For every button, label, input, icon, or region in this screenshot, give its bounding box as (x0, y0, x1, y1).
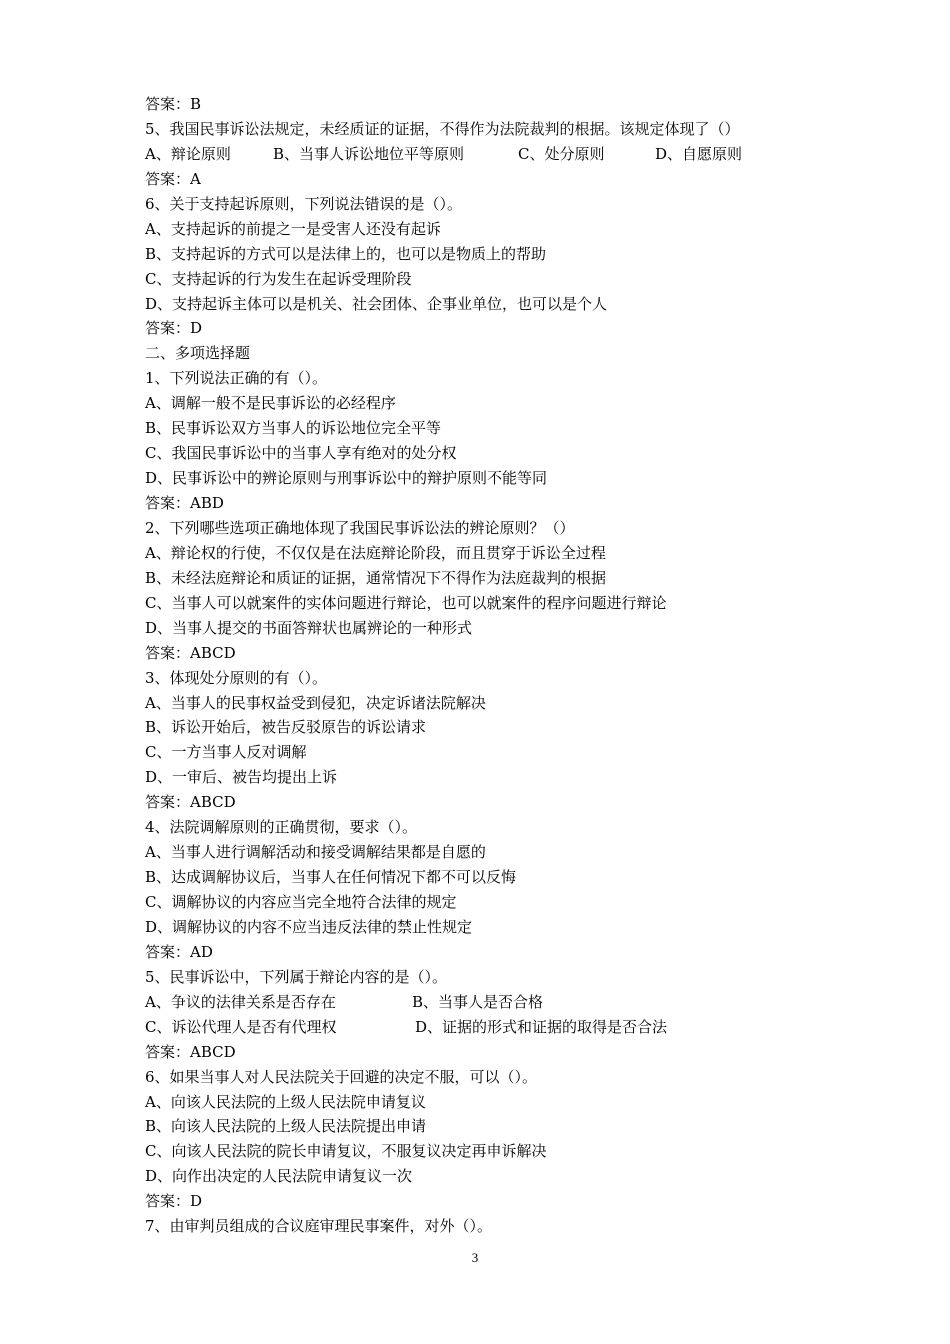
option-line: D、支持起诉主体可以是机关、社会团体、企事业单位，也可以是个人 (145, 294, 608, 313)
answer-line: 答案：ABCD (145, 643, 236, 662)
question-line: 2、下列哪些选项正确地体现了我国民事诉讼法的辨论原则？（） (145, 518, 575, 537)
answer-line: 答案：D (145, 319, 203, 338)
option-line: B、支持起诉的方式可以是法律上的，也可以是物质上的帮助 (145, 244, 547, 263)
option-b: B、当事人诉讼地位平等原则 (273, 144, 465, 163)
answer-line: 答案：ABCD (145, 793, 236, 812)
option-c: C、诉讼代理人是否有代理权 (145, 1017, 337, 1036)
option-line: C、一方当事人反对调解 (145, 743, 307, 762)
option-c: C、处分原则 (518, 144, 605, 163)
question-line: 6、如果当事人对人民法院关于回避的决定不服，可以（）。 (145, 1067, 538, 1086)
option-a: A、争议的法律关系是否存在 (145, 992, 336, 1011)
option-line: A、调解一般不是民事诉讼的必经程序 (145, 394, 396, 413)
question-line: 5、我国民事诉讼法规定，未经质证的证据，不得作为法院裁判的根据。该规定体现了（） (145, 119, 740, 138)
page-number: 3 (471, 1250, 479, 1265)
question-line: 3、体现处分原则的有（）。 (145, 668, 328, 687)
option-line: C、支持起诉的行为发生在起诉受理阶段 (145, 269, 412, 288)
option-line: C、我国民事诉讼中的当事人享有绝对的处分权 (145, 444, 457, 463)
option-line: B、向该人民法院的上级人民法院提出申请 (145, 1117, 427, 1136)
option-line: D、当事人提交的书面答辩状也属辨论的一种形式 (145, 618, 473, 637)
section-heading: 二、多项选择题 (145, 344, 251, 363)
option-line: B、未经法庭辩论和质证的证据，通常情况下不得作为法庭裁判的根据 (145, 568, 607, 587)
option-line: D、调解协议的内容不应当违反法律的禁止性规定 (145, 917, 473, 936)
options-row (145, 142, 825, 167)
options-row (145, 990, 825, 1015)
option-line: C、向该人民法院的院长申请复议，不服复议决定再申诉解决 (145, 1142, 547, 1161)
option-line: A、辩论权的行使，不仅仅是在法庭辩论阶段，而且贯穿于诉讼全过程 (145, 543, 606, 562)
question-line: 5、民事诉讼中，下列属于辩论内容的是（）。 (145, 967, 448, 986)
question-line: 1、下列说法正确的有（）。 (145, 369, 328, 388)
option-line: B、民事诉讼双方当事人的诉讼地位完全平等 (145, 419, 442, 438)
option-line: A、向该人民法院的上级人民法院申请复议 (145, 1092, 426, 1111)
option-line: B、诉讼开始后，被告反驳原告的诉讼请求 (145, 718, 427, 737)
option-line: D、民事诉讼中的辨论原则与刑事诉讼中的辩护原则不能等同 (145, 469, 548, 488)
answer-line: 答案：B (145, 95, 202, 113)
option-line: A、支持起诉的前提之一是受害人还没有起诉 (145, 219, 441, 238)
answer-line: 答案：ABCD (145, 1042, 236, 1061)
answer-line: 答案：D (145, 1192, 203, 1211)
option-line: B、达成调解协议后，当事人在任何情况下都不可以反悔 (145, 868, 517, 887)
question-line: 7、由审判员组成的合议庭审理民事案件，对外（）。 (145, 1217, 493, 1236)
option-line: D、向作出决定的人民法院申请复议一次 (145, 1167, 413, 1186)
option-d: D、自愿原则 (655, 144, 743, 163)
option-line: A、当事人的民事权益受到侵犯，决定诉诸法院解决 (145, 693, 486, 712)
option-line: C、调解协议的内容应当完全地符合法律的规定 (145, 893, 457, 911)
option-b: B、当事人是否合格 (412, 992, 544, 1011)
option-line: D、一审后、被告均提出上诉 (145, 768, 338, 787)
options-row (145, 1015, 825, 1040)
option-line: C、当事人可以就案件的实体问题进行辩论，也可以就案件的程序问题进行辩论 (145, 593, 667, 612)
option-line: A、当事人进行调解活动和接受调解结果都是自愿的 (145, 843, 486, 862)
page-content (145, 92, 825, 1239)
question-line: 6、关于支持起诉原则，下列说法错误的是（）。 (145, 194, 463, 213)
answer-line: 答案：A (145, 169, 201, 188)
answer-line: 答案：AD (145, 942, 213, 961)
option-d: D、证据的形式和证据的取得是否合法 (415, 1017, 668, 1036)
answer-line: 答案：ABD (145, 494, 224, 512)
question-line: 4、法院调解原则的正确贯彻，要求（）。 (145, 818, 418, 837)
option-a: A、辩论原则 (145, 144, 231, 163)
